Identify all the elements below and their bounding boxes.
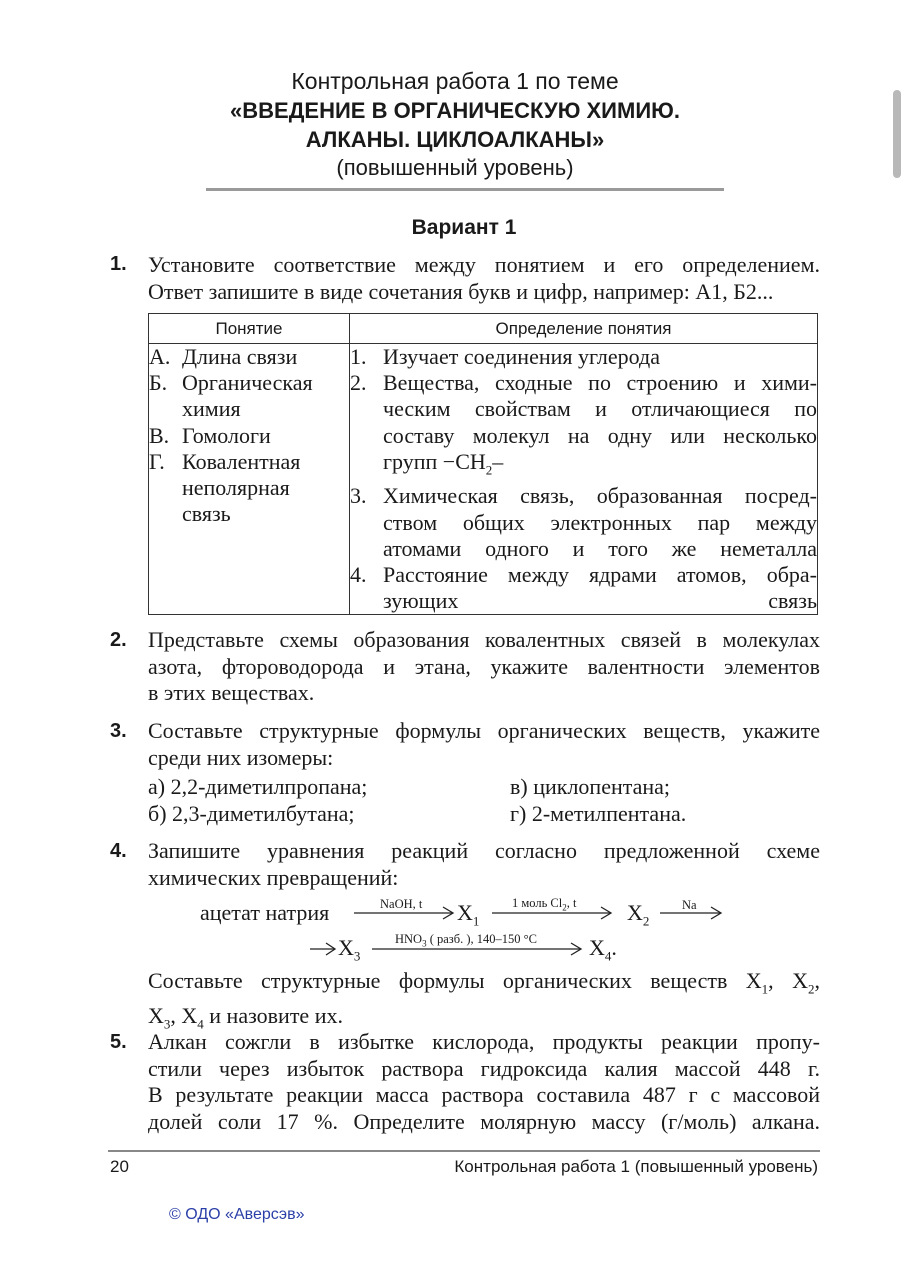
label-text: 1 моль Cl bbox=[512, 896, 563, 910]
definition-text: Расстояние между ядрами атомов, обра- bbox=[383, 562, 817, 588]
definition-label: 1. bbox=[350, 344, 367, 369]
compound-index: 3 bbox=[353, 948, 361, 964]
q1-text bbox=[148, 252, 820, 305]
compound-index: 2 bbox=[642, 913, 650, 929]
concept-text: Гомологи bbox=[182, 422, 271, 448]
definition-item bbox=[350, 483, 817, 562]
formula-text: – bbox=[492, 448, 504, 474]
definition-text: зующих связь bbox=[383, 588, 817, 614]
arrow-2-label bbox=[512, 896, 576, 913]
copyright-notice: © ОДО «Аверсэв» bbox=[169, 1206, 305, 1223]
definition-item bbox=[350, 344, 817, 370]
label-text: ( разб. ), 140–150 °C bbox=[426, 932, 537, 946]
q3-option-b: б) 2,3-диметилбутана; bbox=[148, 801, 355, 826]
concept-label: А. bbox=[149, 344, 171, 369]
concept-text: Органическая bbox=[182, 370, 313, 396]
q4-line: химических превращений: bbox=[148, 864, 399, 890]
compound-symbol: X bbox=[589, 935, 605, 960]
variant-heading: Вариант 1 bbox=[411, 216, 517, 239]
definition-text: составу молекул на одну или несколько bbox=[383, 422, 817, 448]
q4-followup bbox=[148, 968, 820, 1038]
compound-index: 1 bbox=[472, 913, 480, 929]
page-number: 20 bbox=[110, 1157, 129, 1176]
q3-line: среди них изомеры: bbox=[148, 744, 334, 770]
footer-divider bbox=[108, 1150, 820, 1152]
q3-number: 3. bbox=[110, 720, 127, 742]
q5-number: 5. bbox=[110, 1031, 127, 1053]
scheme-end: . bbox=[611, 935, 617, 960]
label-subscript: 3 bbox=[422, 938, 427, 949]
scheme-x3 bbox=[338, 935, 360, 964]
definition-item bbox=[350, 370, 817, 483]
table-header-concept: Понятие bbox=[149, 314, 350, 344]
definition-text: ческим свойствам и отличающиеся по bbox=[383, 396, 817, 422]
concept-text: неполярная bbox=[182, 475, 290, 501]
definition-text: атомами одного и того же неметалла bbox=[383, 535, 817, 561]
q1-number: 1. bbox=[110, 253, 127, 275]
q4-followup-line: Составьте структурные формулы органических веществ $X_1$, $X_2$, bbox=[148, 968, 820, 997]
definition-item bbox=[350, 562, 817, 614]
definition-label: 4. bbox=[350, 562, 367, 588]
arrow-1-label: NaOH, t bbox=[380, 897, 423, 911]
formula-text: групп −CH bbox=[383, 448, 486, 474]
q2-line: Представьте схемы образования ковалентных связей в молекулах bbox=[148, 627, 820, 652]
matching-table bbox=[148, 313, 818, 615]
concept-text: связь bbox=[182, 501, 231, 527]
q3-option-a: а) 2,2-диметилпропана; bbox=[148, 774, 368, 799]
compound-symbol: X bbox=[457, 900, 473, 925]
scheme-x2 bbox=[627, 900, 649, 929]
label-subscript: 2 bbox=[562, 902, 567, 913]
q4-followup-line: $X_3$, $X_4$ и назовите их. bbox=[148, 1002, 343, 1032]
followup-index: 2 bbox=[808, 981, 815, 997]
q2-text bbox=[148, 627, 820, 707]
compound-index: 4 bbox=[604, 948, 612, 964]
followup-text: X bbox=[148, 1002, 164, 1028]
q5-line: В результате реакции масса раствора составила 487 г с массовой bbox=[148, 1082, 820, 1107]
definitions-cell bbox=[350, 344, 818, 615]
definition-label: 2. bbox=[350, 370, 367, 396]
concept-text: Длина связи bbox=[182, 344, 298, 369]
running-title: Контрольная работа 1 (повышенный уровень) bbox=[454, 1157, 818, 1176]
title-line-1: Контрольная работа 1 по теме bbox=[291, 68, 619, 94]
q3-option-g: г) 2-метилпентана. bbox=[510, 801, 687, 826]
followup-text: и назовите их. bbox=[203, 1002, 343, 1028]
scrollbar-thumb[interactable] bbox=[893, 90, 901, 178]
definition-text: Химическая связь, образованная посред- bbox=[383, 483, 817, 509]
compound-symbol: X bbox=[627, 900, 643, 925]
definition-text: Вещества, сходные по строению и хими- bbox=[383, 370, 817, 396]
definition-text: Изучает соединения углерода bbox=[383, 344, 660, 369]
formula-subscript: 2 bbox=[485, 462, 493, 478]
concept-text: Ковалентная bbox=[182, 448, 301, 474]
q5-line: долей соли 17 %. Определите молярную массу (г/моль) алкана. bbox=[148, 1108, 820, 1134]
q3-option-v: в) циклопентана; bbox=[510, 774, 671, 799]
title-divider bbox=[206, 188, 724, 191]
concept-item bbox=[149, 449, 349, 528]
definition-label: 3. bbox=[350, 483, 367, 509]
definition-text bbox=[383, 449, 817, 484]
title-topic-line-1: «ВВЕДЕНИЕ В ОРГАНИЧЕСКУЮ ХИМИЮ. bbox=[230, 98, 680, 123]
q5-line: стили через избыток раствора гидроксида калия массой 448 г. bbox=[148, 1055, 820, 1081]
followup-index: 3 bbox=[163, 1016, 171, 1032]
compound-symbol: X bbox=[338, 935, 354, 960]
concepts-cell bbox=[149, 344, 350, 615]
q5-line: Алкан сожгли в избытке кислорода, продукты реакции пропу- bbox=[148, 1029, 820, 1054]
concept-item bbox=[149, 344, 349, 370]
concept-item bbox=[149, 370, 349, 422]
label-text: HNO bbox=[395, 932, 423, 946]
title-level: (повышенный уровень) bbox=[336, 155, 574, 180]
concept-label: Б. bbox=[149, 370, 168, 396]
q4-text bbox=[148, 838, 820, 891]
concept-label: Г. bbox=[149, 448, 165, 474]
arrow-4-label bbox=[395, 932, 537, 949]
q5-text bbox=[148, 1029, 820, 1135]
title-topic-line-2: АЛКАНЫ. ЦИКЛОАЛКАНЫ» bbox=[305, 127, 605, 152]
q4-line: Запишите уравнения реакций согласно предложенной схеме bbox=[148, 838, 820, 863]
q2-number: 2. bbox=[110, 629, 127, 651]
q2-line: в этих веществах. bbox=[148, 680, 315, 705]
followup-text: Составьте структурные формулы органических веществ X bbox=[148, 968, 762, 993]
scheme-x1 bbox=[457, 900, 479, 929]
scheme-x4 bbox=[589, 935, 617, 964]
followup-index: 1 bbox=[761, 981, 769, 997]
arrow-3-label: Na bbox=[682, 898, 697, 912]
q2-line: азота, фтороводорода и этана, укажите валентности элементов bbox=[148, 653, 820, 679]
scheme-start: ацетат натрия bbox=[200, 900, 330, 925]
followup-index: 4 bbox=[197, 1016, 204, 1032]
concept-text: химия bbox=[182, 396, 241, 422]
q3-line: Составьте структурные формулы органических веществ, укажите bbox=[148, 718, 820, 743]
q1-line: Установите соответствие между понятием и его определением. bbox=[148, 252, 820, 277]
label-text: , t bbox=[566, 896, 577, 910]
definition-text: ством общих электронных пар между bbox=[383, 509, 817, 535]
table-header-definition: Определение понятия bbox=[350, 314, 818, 344]
concept-item bbox=[149, 423, 349, 449]
q3-text bbox=[148, 718, 820, 771]
concept-label: В. bbox=[149, 422, 170, 448]
arrow-continuation bbox=[310, 940, 338, 958]
q1-line: Ответ запишите в виде сочетания букв и цифр, например: А1, Б2... bbox=[148, 278, 774, 304]
q4-number: 4. bbox=[110, 840, 127, 862]
